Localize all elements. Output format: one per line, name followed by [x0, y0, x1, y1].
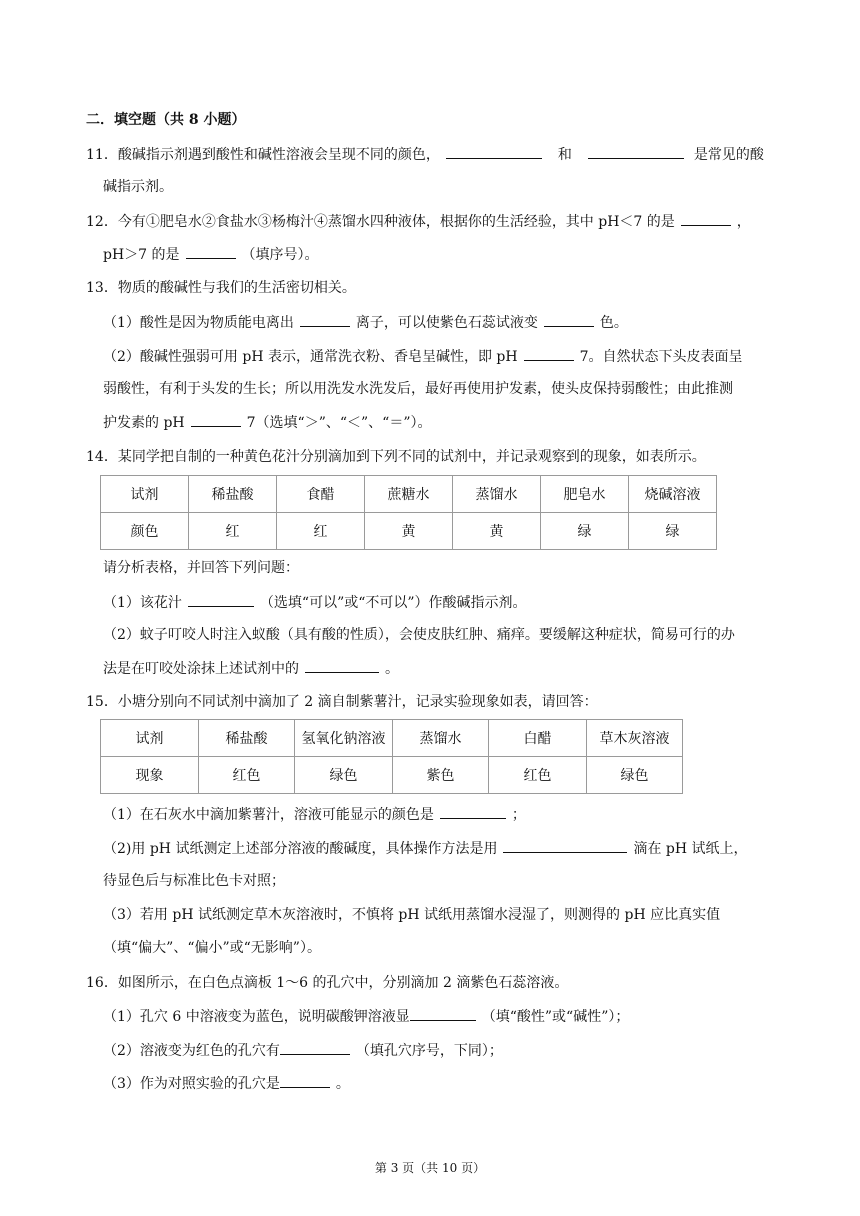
q16-p3-text-a: （3）作为对照实验的孔穴是	[103, 1076, 280, 1092]
q12-line-2	[103, 244, 319, 265]
q11-answer-blank-1[interactable]	[446, 144, 542, 159]
table-cell: 绿色	[295, 757, 393, 794]
q12-answer-blank-2[interactable]	[186, 244, 236, 259]
page-footer: 第 3 页（共 10 页）	[374, 1161, 486, 1175]
q16-p2-text-b: （填孔穴序号，下同）；	[355, 1043, 503, 1059]
q12-text-a: 12．今有①肥皂水②食盐水③杨梅汁④蒸馏水四种液体，根据你的生活经验，其中 pH＜7 的是	[86, 214, 675, 230]
table-cell: 黄	[365, 513, 453, 550]
q14-part-1	[103, 592, 527, 613]
q12-answer-blank-1[interactable]	[681, 211, 731, 226]
q14-p2-blank[interactable]	[305, 658, 379, 673]
q15-part-3-line-2: （填“偏大”、“偏小”或“无影响”）。	[103, 940, 321, 956]
q16-part-3	[103, 1073, 350, 1094]
table-cell: 黄	[453, 513, 541, 550]
q15-p2-blank[interactable]	[503, 838, 627, 853]
q11-line-2: 碱指示剂。	[103, 179, 173, 195]
q16-p2-text-a: （2）溶液变为红色的孔穴有	[103, 1043, 280, 1059]
table-cell: 绿	[629, 513, 717, 550]
table-cell: 红色	[199, 757, 295, 794]
q14-p1-text-b: （选填“可以”或“不可以”）作酸碱指示剂。	[259, 595, 527, 611]
table-cell: 颜色	[101, 513, 189, 550]
q16-p3-text-b: 。	[335, 1076, 350, 1092]
q15-part-1	[103, 804, 526, 825]
table-cell: 绿	[541, 513, 629, 550]
q15-part-3: （3）若用 pH 试纸测定草木灰溶液时，不慎将 pH 试纸用蒸馏水浸湿了，则测得的 pH 应比真实值	[103, 907, 721, 923]
q13-part-2-line-2: 弱酸性，有利于头发的生长；所以用洗发水洗发后，最好再使用护发素，使头皮保持弱酸性；由此推测	[103, 381, 733, 397]
q13-p2-text-a: （2）酸碱性强弱可用 pH 表示，通常洗衣粉、香皂呈碱性，即 pH	[103, 349, 518, 365]
table-cell: 红色	[489, 757, 587, 794]
q15-part-2-line-2: 待显色后与标准比色卡对照；	[103, 873, 285, 889]
table-cell: 草木灰溶液	[587, 720, 683, 757]
question-12	[86, 211, 751, 232]
table-cell: 绿色	[587, 757, 683, 794]
q13-p2-blank-1[interactable]	[524, 346, 574, 361]
q13-part-1	[103, 312, 628, 333]
q16-p3-blank[interactable]	[280, 1073, 330, 1088]
q16-part-1	[103, 1006, 629, 1027]
table-cell: 白醋	[489, 720, 587, 757]
q15-table	[100, 719, 683, 794]
table-cell: 烧碱溶液	[629, 476, 717, 513]
q11-text-a: 11．酸碱指示剂遇到酸性和碱性溶液会呈现不同的颜色，	[86, 147, 440, 163]
q16-p1-text-a: （1）孔穴 6 中溶液变为蓝色，说明碳酸钾溶液显	[103, 1009, 410, 1025]
q16-p1-blank[interactable]	[410, 1006, 476, 1021]
question-13: 13．物质的酸碱性与我们的生活密切相关。	[86, 280, 356, 296]
q13-p2-text-b: 7。自然状态下头皮表面呈	[579, 349, 743, 365]
q15-p2-text-a: （2)用 pH 试纸测定上述部分溶液的酸碱度，具体操作方法是用	[103, 841, 498, 857]
table-cell: 现象	[101, 757, 199, 794]
q13-part-2	[103, 346, 743, 367]
table-cell: 稀盐酸	[199, 720, 295, 757]
q15-p1-text-b: ；	[511, 807, 526, 823]
q14-p1-text-a: （1）该花汁	[103, 595, 182, 611]
table-row	[101, 757, 683, 794]
table-cell: 蔗糖水	[365, 476, 453, 513]
q15-p2-text-b: 滴在 pH 试纸上，	[633, 841, 748, 857]
q14-table	[100, 475, 717, 550]
q15-p1-blank[interactable]	[440, 804, 506, 819]
q14-part-2: （2）蚊子叮咬人时注入蚁酸（具有酸的性质），会使皮肤红肿、痛痒。要缓解这种症状，简易可行的办	[103, 627, 735, 643]
table-cell: 蒸馏水	[453, 476, 541, 513]
q14-p1-blank[interactable]	[188, 592, 254, 607]
q12-text-b: ，	[736, 214, 751, 230]
q13-p1-text-a: （1）酸性是因为物质能电离出	[103, 315, 294, 331]
q13-p2-text-d: 7（选填“＞”、“＜”、“＝”）。	[246, 415, 432, 431]
q13-p2-blank-2[interactable]	[191, 412, 241, 427]
table-cell: 稀盐酸	[189, 476, 277, 513]
q14-part-2-line-2	[103, 658, 399, 679]
q13-p1-blank-2[interactable]	[544, 312, 594, 327]
q11-answer-blank-2[interactable]	[588, 144, 684, 159]
question-16: 16．如图所示，在白色点滴板 1～6 的孔穴中，分别滴加 2 滴紫色石蕊溶液。	[86, 975, 569, 991]
q16-p1-text-b: （填“酸性”或“碱性”）；	[481, 1009, 630, 1025]
q13-p1-blank-1[interactable]	[300, 312, 350, 327]
question-14: 14．某同学把自制的一种黄色花汁分别滴加到下列不同的试剂中，并记录观察到的现象，如表所示。	[86, 449, 706, 465]
q14-instruction: 请分析表格，并回答下列问题：	[103, 560, 299, 576]
table-cell: 肥皂水	[541, 476, 629, 513]
q13-part-2-line-3	[103, 412, 431, 433]
table-cell: 红	[189, 513, 277, 550]
table-cell: 蒸馏水	[393, 720, 489, 757]
q13-p1-text-b: 离子，可以使紫色石蕊试液变	[355, 315, 538, 331]
q13-p1-text-c: 色。	[599, 315, 628, 331]
q14-p2-text-b: 。	[385, 661, 399, 677]
table-row	[101, 476, 717, 513]
q16-p2-blank[interactable]	[280, 1040, 350, 1055]
q11-and: 和	[557, 147, 572, 163]
table-row	[101, 720, 683, 757]
q15-p1-text-a: （1）在石灰水中滴加紫薯汁，溶液可能显示的颜色是	[103, 807, 434, 823]
q12-text-d: （填序号）。	[241, 247, 319, 263]
table-row	[101, 513, 717, 550]
q15-part-2	[103, 838, 748, 859]
section-title: 二．填空题（共 8 小题）	[86, 112, 246, 128]
table-cell: 试剂	[101, 720, 199, 757]
q14-p2-text-a: 法是在叮咬处涂抹上述试剂中的	[103, 661, 299, 677]
q16-part-2	[103, 1040, 503, 1061]
question-11	[86, 144, 764, 165]
q11-text-b: 是常见的酸	[693, 147, 764, 163]
q13-p2-text-c: 护发素的 pH	[103, 415, 185, 431]
question-15: 15．小塘分别向不同试剂中滴加了 2 滴自制紫薯汁，记录实验现象如表，请回答：	[86, 694, 598, 710]
table-cell: 食醋	[277, 476, 365, 513]
table-cell: 试剂	[101, 476, 189, 513]
table-cell: 红	[277, 513, 365, 550]
table-cell: 氢氧化钠溶液	[295, 720, 393, 757]
q12-text-c: pH＞7 的是	[103, 247, 180, 263]
table-cell: 紫色	[393, 757, 489, 794]
